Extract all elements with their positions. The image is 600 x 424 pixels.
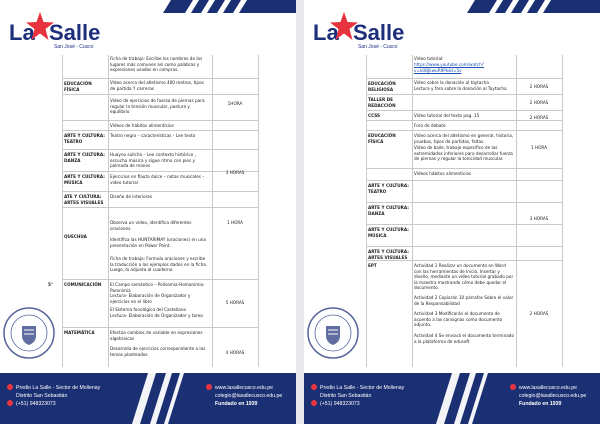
activity-text: Video tutorial: [414, 56, 444, 61]
table-row [62, 328, 258, 366]
footer-district: Distrito San Sebastián [16, 393, 68, 400]
footer-founded: Fundado en 1939 [519, 401, 562, 408]
header-stripes [171, 0, 296, 13]
schedule-table [48, 55, 258, 367]
table-row [366, 131, 562, 169]
activity-text: Actividad 1 Realizar un documento en Word con las herramientas de Inicio, Insertar y diseño, mediante un video tutorial grabado por la maestra mostrando cómo debe quedar el documento. [414, 263, 514, 290]
location-icon [7, 384, 13, 390]
table-row [62, 121, 258, 131]
table-row [366, 95, 562, 111]
hours-value: 2 HORAS [529, 311, 549, 316]
table-row [366, 111, 562, 121]
la-salle-logo [313, 11, 418, 50]
footer-district: Distrito San Sebastián [320, 393, 372, 400]
activity-text: El Sistema fonológico del Castellano [110, 307, 187, 312]
footer-email[interactable]: colegio@lasallecusco.edu.pe [215, 393, 283, 400]
la-salle-logo [9, 11, 114, 50]
logo-text-salle: Salle [353, 20, 405, 45]
school-seal-watermark [2, 306, 56, 360]
document-page-left [0, 0, 296, 424]
activity-text: Videos de hábitos alimenticios [110, 123, 174, 128]
area-label: EDUCACIÓN FÍSICA [64, 81, 92, 92]
table-row [62, 150, 258, 175]
youtube-link[interactable]: https://www.youtube.com/watch?v=k0BJkwuR9Pk&t=5s [414, 62, 484, 73]
area-label: COMUNICACIÓN [64, 282, 102, 287]
hours-value: 3 HORAS [529, 216, 549, 221]
footer-phone: (+51) 948323073 [16, 401, 56, 408]
activity-text: Desarrolla de ejercicios correspondiente a los temas planteados [110, 346, 206, 357]
area-label: CCSS [368, 113, 381, 118]
table-row [62, 208, 258, 280]
table-row [62, 172, 258, 192]
activity-text: Observa un video, identifica diferentes oraciones. [110, 220, 192, 231]
table-row [366, 181, 562, 203]
logo-text-la: La [9, 20, 35, 45]
schedule-table [366, 55, 562, 367]
activity-text: Actividad 4 Se enviará el documento terminado a la plataforma de edusoft [414, 333, 515, 344]
hours-value: 5 HORAS [225, 300, 245, 305]
table-row [366, 247, 562, 261]
phone-icon [311, 400, 317, 406]
table-row [366, 225, 562, 247]
hours-value: 2 HORAS [529, 100, 549, 105]
area-label: ARTE Y CULTURA: ARTES VISUALES [368, 249, 409, 260]
activity-text: Video acerca del atletismo 400 metros, tipos de partida Y carreras [110, 80, 204, 91]
table-row [366, 261, 562, 361]
table-row [62, 192, 258, 208]
activity-text: Teatro negro – características - Lee texto [110, 133, 196, 138]
hours-value: 1 HORA [226, 220, 244, 225]
activity-text: Foro de debate [414, 123, 446, 128]
table-row [62, 95, 258, 121]
footer-phone: (+51) 948323073 [320, 401, 360, 408]
table-row [366, 169, 562, 181]
activity-text: Videos hábitos alimenticios [414, 171, 472, 176]
globe-icon [510, 384, 516, 390]
activity-text: Ficha de trabajo: Formula oraciones y escribe la traducción a los ejemplos dados en la ficha. Luego, la adjunta al cuaderno. [110, 256, 208, 272]
footer-address: Predio La Salle - Sector de Mollenay [16, 385, 101, 391]
logo-text-salle: Salle [49, 20, 101, 45]
footer-founded: Fundado en 1939 [215, 401, 258, 408]
activity-text: Identifica las HUNTARIMAY (oraciones) en una presentación en Power Point. [110, 237, 206, 248]
activity-text: Lectura y foro sobre la donación al Taytacha [414, 86, 507, 91]
activity-text: Video tutorial del texto pag. 15 [414, 113, 480, 118]
logo-subtitle: San José - Cusco [54, 44, 94, 50]
footer-stripes [424, 373, 504, 424]
table-row [62, 55, 258, 79]
activity-text: Ficha de trabajo: Escribe los nombres de los lugares más comunes así como palabras y expresiones usadas en compras. [110, 56, 203, 72]
phone-icon [7, 400, 13, 406]
activity-text: Actividad 2 Copiarán 10 párrafos Sobre el valor de la Responsabilidad [414, 295, 514, 306]
hours-value: 4 HORAS [225, 350, 245, 355]
activity-text: Actividad 3 Modificarán el documento de acuerdo a las consignas como documento adjunto. [414, 311, 503, 327]
table-row [366, 55, 562, 79]
footer-stripes [120, 373, 200, 424]
grade-label: 5° [48, 282, 54, 287]
area-label: ATE Y CULTURA: ARTES VISUALES [64, 194, 104, 205]
area-label: TALLER DE REDACCIÓN [368, 97, 396, 108]
area-label: EPT [368, 263, 377, 268]
activity-text: Huayno sullcha – Lee contexto histórico , escucha música y sigue ritmo con pies y palmada de manos [110, 152, 196, 168]
activity-text: Video acerca del atletismo en general, historia, pruebas, tipos de partidas, faltas. [414, 133, 514, 144]
table-row [366, 203, 562, 225]
table-row [366, 79, 562, 95]
activity-text: Video de baile, trabajo específico de las extremidades inferiores para desarrollar fuerza de piernas y regular la tonicidad muscular. [414, 145, 513, 161]
footer-address: Predio La Salle - Sector de Mollenay [320, 385, 405, 391]
activity-text: Efectúa cambios de variable en expresiones algebraicas [110, 330, 203, 341]
area-label: ARTE Y CULTURA: MÚSICA [368, 227, 409, 238]
table-row [62, 79, 258, 95]
activity-text: Lectura- Elaboración de Organizador y tarea [110, 313, 203, 318]
page-footer [0, 373, 296, 424]
area-label: ARTE Y CULTURA: TEATRO [64, 133, 105, 144]
hours-value: 2 HORAS [529, 84, 549, 89]
hours-value: 1 HORA [530, 145, 548, 150]
area-label: QUECHUA [64, 234, 87, 239]
area-label: EDUCACIÓN FÍSICA [368, 133, 396, 144]
table-row [62, 131, 258, 150]
activity-text: Video sobre la donación al taytacha [414, 80, 489, 85]
activity-text: Diseño de interiores [110, 194, 153, 199]
area-label: ARTE Y CULTURA: TEATRO [368, 183, 409, 194]
school-seal-watermark [306, 306, 360, 360]
activity-text: El Campo semántico – Polisemia-Homonimia-Paronimia [110, 282, 205, 293]
footer-web[interactable]: www.lasallecusco.edu.pe [215, 385, 273, 391]
table-row [48, 280, 258, 328]
area-label: ARTE Y CULTURA: DANZA [368, 205, 409, 216]
location-icon [311, 384, 317, 390]
document-page-right [304, 0, 600, 424]
footer-email[interactable]: colegio@lasallecusco.edu.pe [519, 393, 587, 400]
activity-text: Ejercicios en flauta dulce – notas musicales – video tutorial [110, 174, 205, 185]
header-stripes [475, 0, 600, 13]
hours-value: 2 HORAS [529, 115, 549, 120]
area-label: ARTE Y CULTURA: MÚSICA [64, 174, 105, 185]
activity-text: Video de ejercicios de fuerza de piernas para regular la tensión muscular, postura y equilibrio [110, 98, 205, 114]
activity-text: Lectura- Elaboración de Organizador y ejercicios en el libro [110, 293, 191, 304]
table-row [366, 121, 562, 131]
area-label: MATEMÁTICA [64, 330, 95, 335]
logo-text-la: La [313, 20, 339, 45]
area-label: ARTE Y CULTURA: DANZA [64, 152, 105, 163]
area-label: EDUCACIÓN RELIGIOSA [368, 81, 396, 92]
globe-icon [206, 384, 212, 390]
logo-subtitle: San José - Cusco [358, 44, 398, 50]
page-footer [304, 373, 600, 424]
footer-web[interactable]: www.lasallecusco.edu.pe [519, 385, 577, 391]
hours-value: 1HORA [227, 101, 243, 106]
hours-value: 3 HORAS [225, 170, 245, 175]
